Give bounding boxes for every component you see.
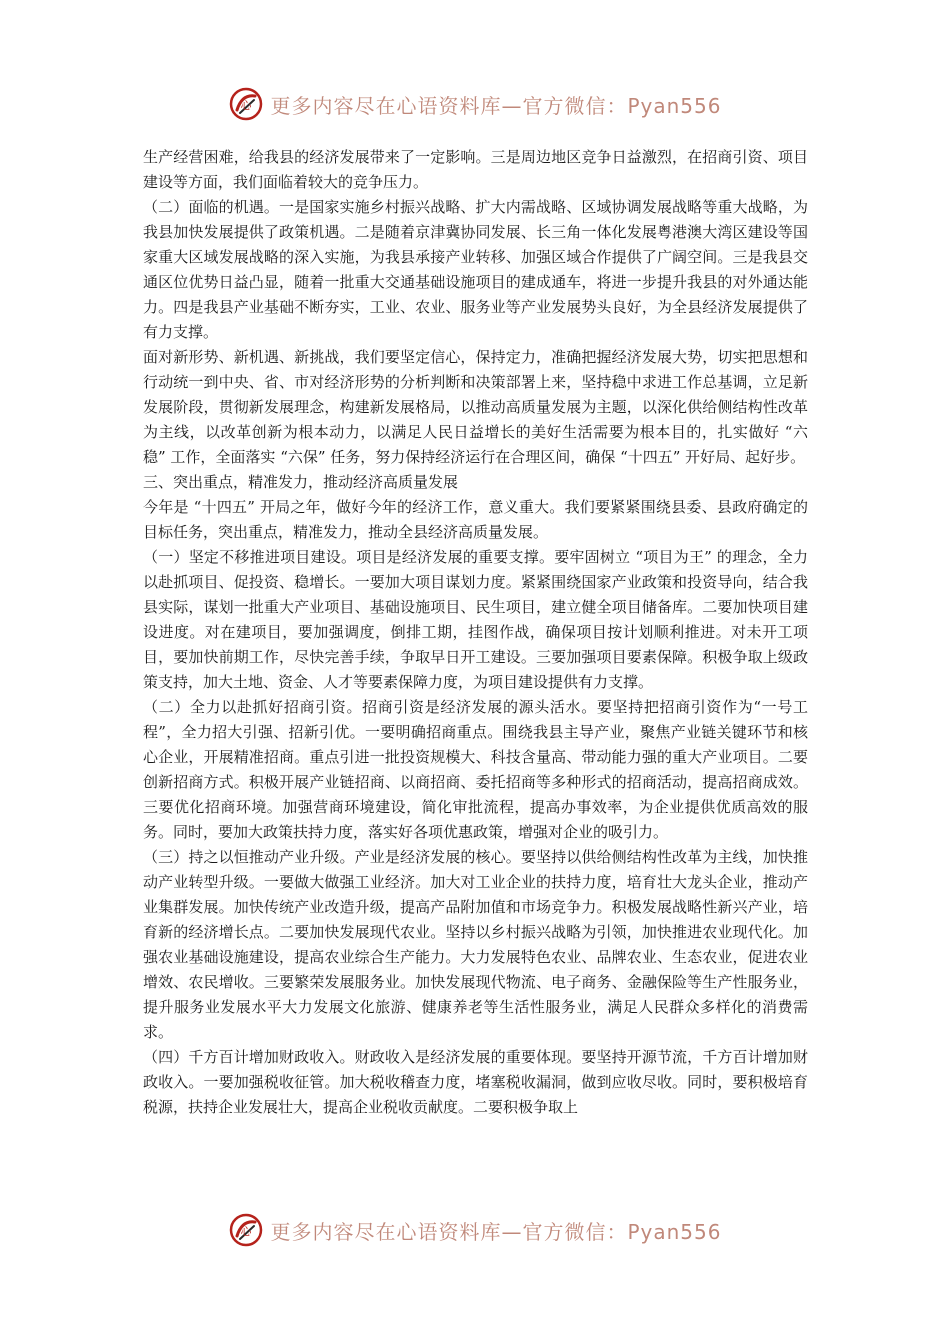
paragraph: 生产经营困难，给我县的经济发展带来了一定影响。三是周边地区竞争日益激烈，在招商引资、项目建设等方面，我们面临着较大的竞争压力。 <box>143 148 808 191</box>
paragraph: 面对新形势、新机遇、新挑战，我们要坚定信心，保持定力，准确把握经济发展大势，切实把思想和行动统一到中央、省、市对经济形势的分析判断和决策部署上来，坚持稳中求进工作总基调，立足新发展阶段，贯彻新发展理念，构建新发展格局，以推动高质量发展为主题，以深化供给侧结构性改革为主线，以改革创新为根本动力，以满足人民日益增长的美好生活需要为根本目的，扎实做好 “六稳” 工作，全面落实 “六保” 任务，努力保持经济运行在合理区间，确保 “十四五” 开好局、起好步。 <box>143 348 808 466</box>
paragraph: （二）全力以赴抓好招商引资。招商引资是经济发展的源头活水。要坚持把招商引资作为“一号工程”，全力招大引强、招新引优。一要明确招商重点。围绕我县主导产业，聚焦产业链关键环节和核心企业，开展精准招商。重点引进一批投资规模大、科技含量高、带动能力强的重大产业项目。二要创新招商方式。积极开展产业链招商、以商招商、委托招商等多种形式的招商活动，提高招商成效。三要优化招商环境。加强营商环境建设，简化审批流程，提高办事效率，为企业提供优质高效的服务。同时，要加大政策扶持力度，落实好各项优惠政策，增强对企业的吸引力。 <box>143 698 808 841</box>
brand-logo-icon <box>228 86 264 122</box>
paragraph: （四）千方百计增加财政收入。财政收入是经济发展的重要体现。要坚持开源节流，千方百计增加财政收入。一要加强税收征管。加大税收稽查力度，堵塞税收漏洞，做到应收尽收。同时，要积极培育税源，扶持企业发展壮大，提高企业税收贡献度。二要积极争取上 <box>143 1048 808 1116</box>
svg-text:心: 心 <box>240 99 252 112</box>
document-body <box>143 145 808 1120</box>
footer-banner <box>0 1208 950 1252</box>
paragraph: （二）面临的机遇。一是国家实施乡村振兴战略、扩大内需战略、区域协调发展战略等重大战略，为我县加快发展提供了政策机遇。二是随着京津冀协同发展、长三角一体化发展粤港澳大湾区建设等国家重大区域发展战略的深入实施，为我县承接产业转移、加强区域合作提供了广阔空间。三是我县交通区位优势日益凸显，随着一批重大交通基础设施项目的建成通车，将进一步提升我县的对外通达能力。四是我县产业基础不断夯实，工业、农业、服务业等产业发展势头良好，为全县经济发展提供了有力支撑。 <box>143 198 808 341</box>
header-banner <box>0 82 950 126</box>
header-banner-text: 更多内容尽在心语资料库—官方微信：Pyan556 <box>270 93 722 118</box>
paragraph: （一）坚定不移推进项目建设。项目是经济发展的重要支撑。要牢固树立 “项目为王” 的理念，全力以赴抓项目、促投资、稳增长。一要加大项目谋划力度。紧紧围绕国家产业政策和投资导向，结合我县实际，谋划一批重大产业项目、基础设施项目、民生项目，建立健全项目储备库。二要加快项目建设进度。对在建项目，要加强调度，倒排工期，挂图作战，确保项目按计划顺利推进。对未开工项目，要加快前期工作，尽快完善手续，争取早日开工建设。三要加强项目要素保障。积极争取上级政策支持，加大土地、资金、人才等要素保障力度，为项目建设提供有力支撑。 <box>143 548 808 691</box>
svg-text:心: 心 <box>240 1225 252 1238</box>
paragraph: （三）持之以恒推动产业升级。产业是经济发展的核心。要坚持以供给侧结构性改革为主线，加快推动产业转型升级。一要做大做强工业经济。加大对工业企业的扶持力度，培育壮大龙头企业，推动产业集群发展。加快传统产业改造升级，提高产品附加值和市场竞争力。积极发展战略性新兴产业，培育新的经济增长点。二要加快发展现代农业。坚持以乡村振兴战略为引领，加快推进农业现代化。加强农业基础设施建设，提高农业综合生产能力。大力发展特色农业、品牌农业、生态农业，促进农业增效、农民增收。三要繁荣发展服务业。加快发展现代物流、电子商务、金融保险等生产性服务业，提升服务业发展水平大力发展文化旅游、健康养老等生活性服务业，满足人民群众多样化的消费需求。 <box>143 848 808 1041</box>
section-heading: 三、突出重点，精准发力，推动经济高质量发展 <box>143 473 459 491</box>
paragraph: 今年是 “十四五” 开局之年，做好今年的经济工作，意义重大。我们要紧紧围绕县委、县政府确定的目标任务，突出重点，精准发力，推动全县经济高质量发展。 <box>143 498 808 541</box>
brand-logo-icon <box>228 1212 264 1248</box>
footer-banner-text: 更多内容尽在心语资料库—官方微信：Pyan556 <box>270 1219 722 1244</box>
